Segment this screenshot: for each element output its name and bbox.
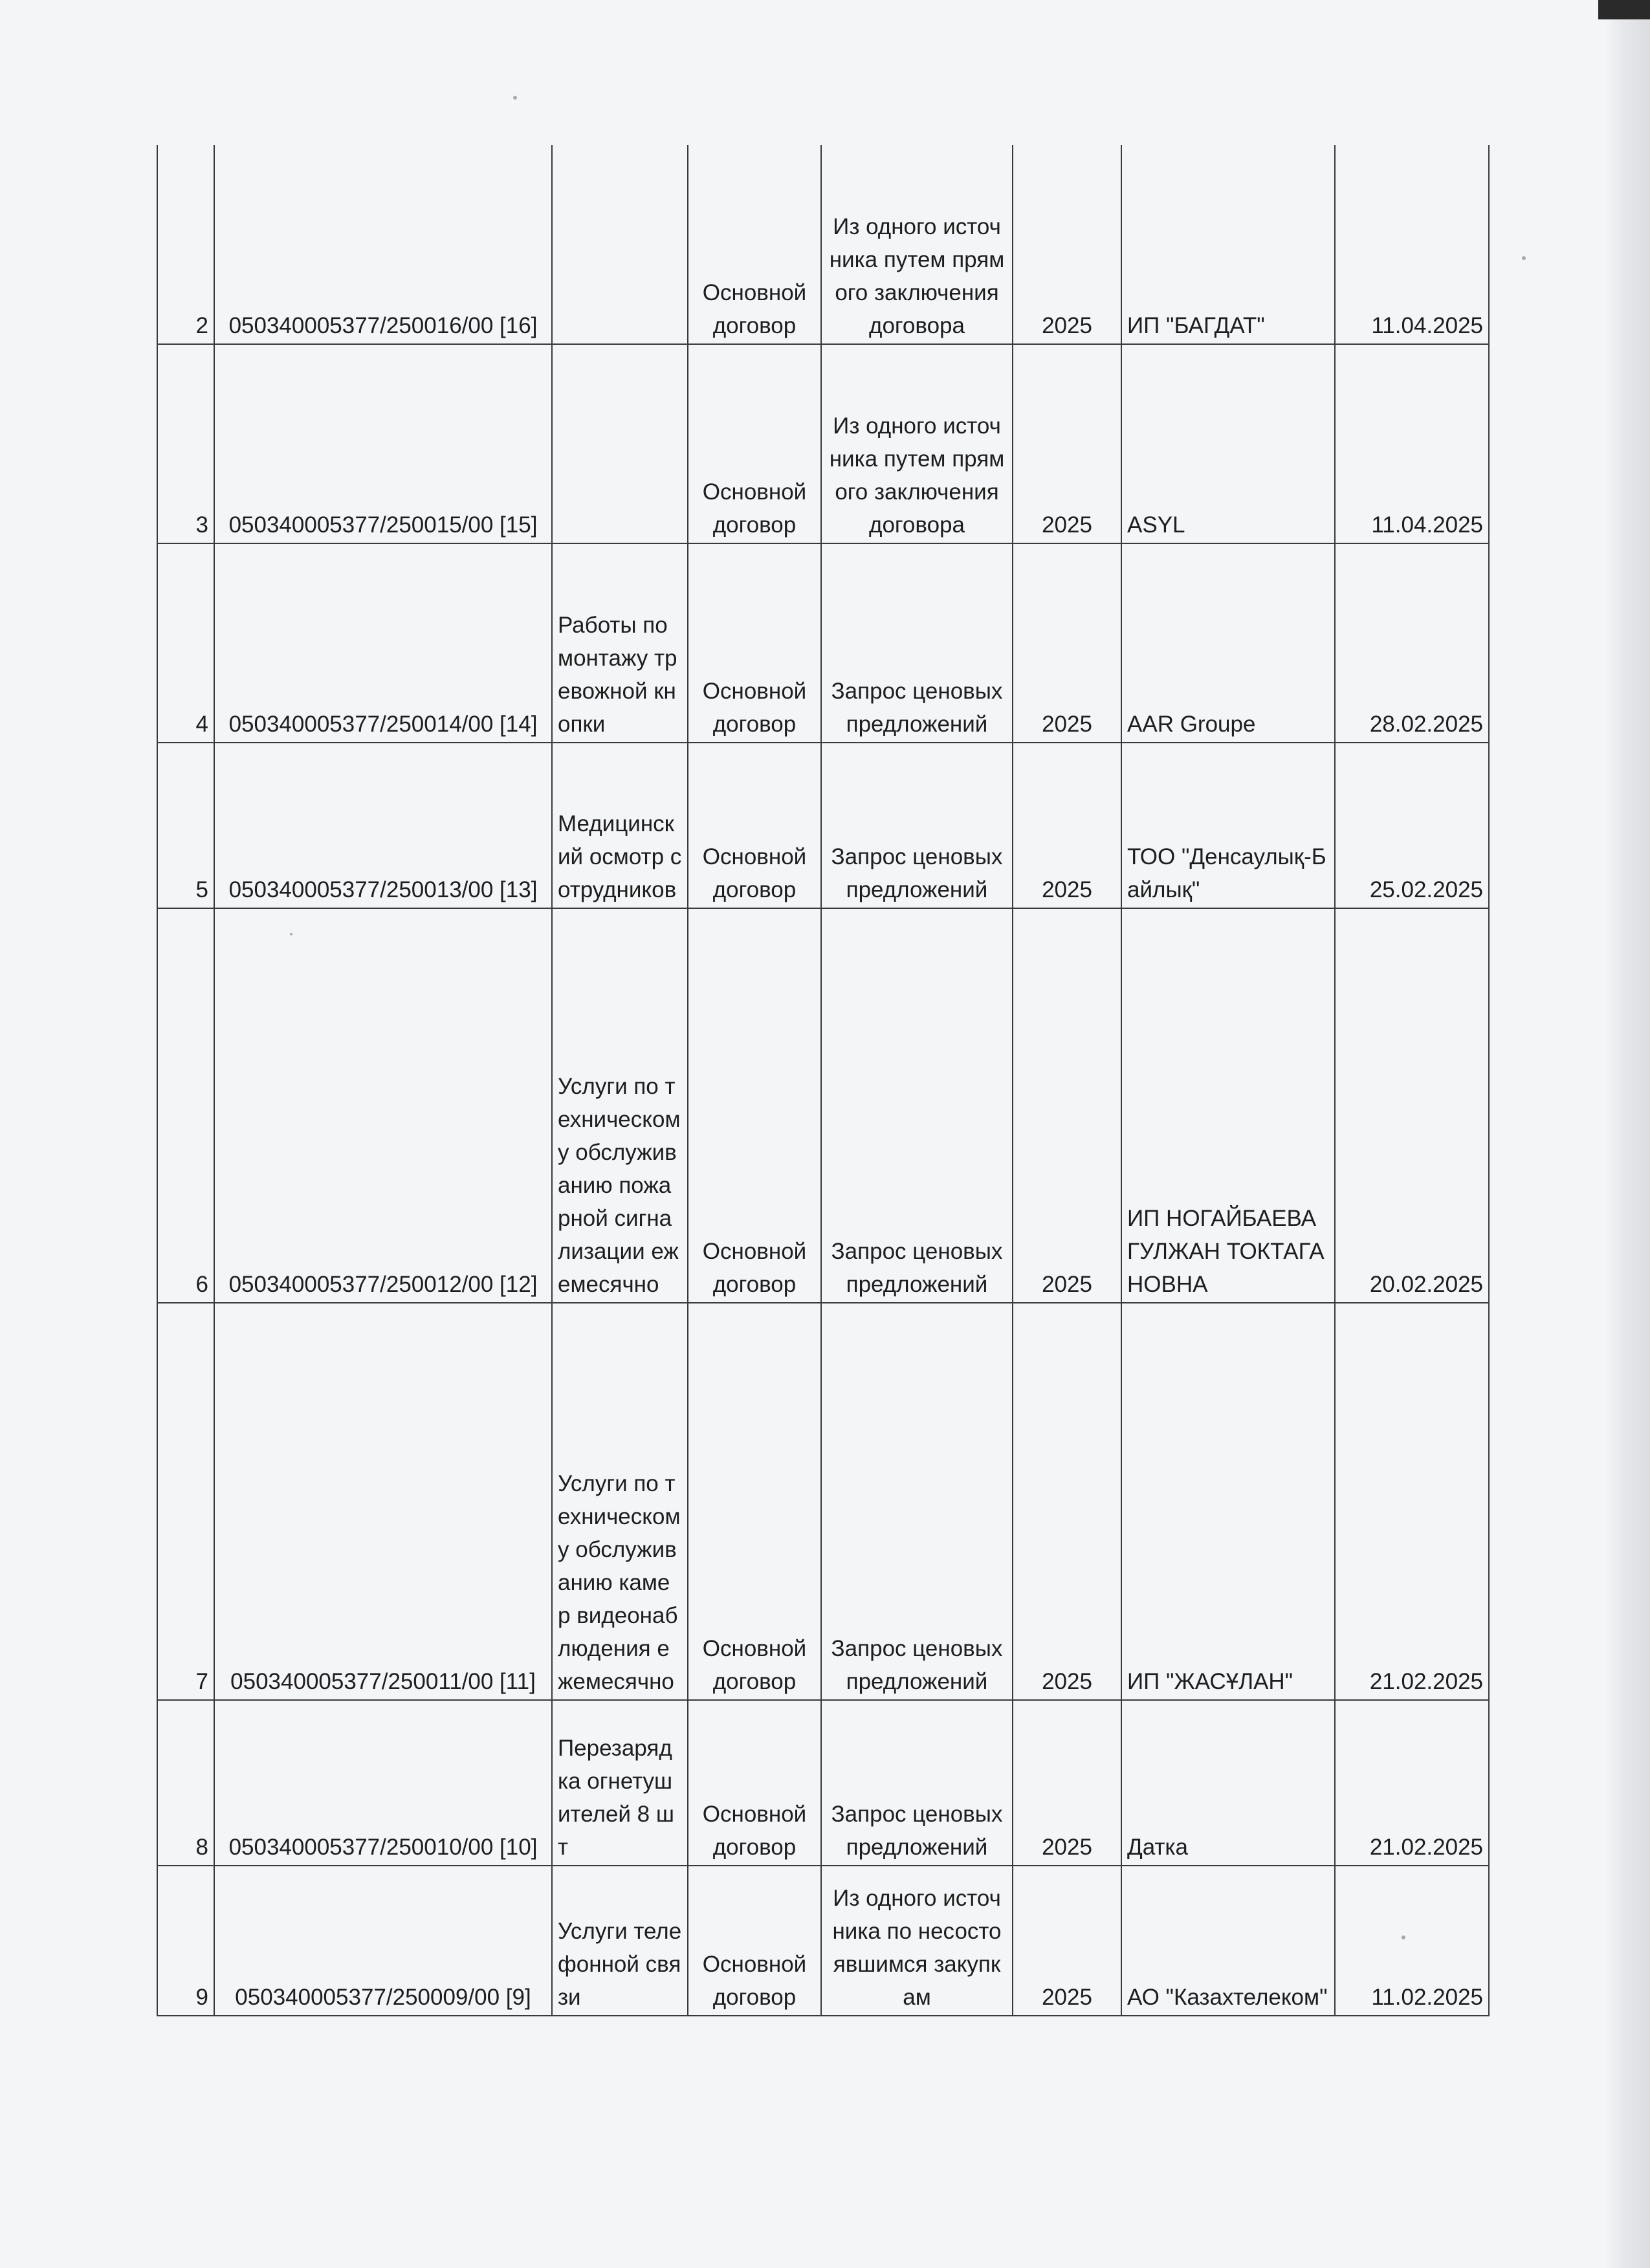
- procurement-subject: Услуги телефонной связи: [552, 1866, 688, 2016]
- scan-page-edge: [1605, 0, 1650, 2268]
- procurement-method: Запрос ценовых предложений: [821, 543, 1013, 743]
- financial-year: 2025: [1013, 145, 1121, 344]
- procurement-method: Запрос ценовых предложений: [821, 1700, 1013, 1866]
- row-number: 9: [157, 1866, 214, 2016]
- supplier-name: ИП "ЖАСҰЛАН": [1121, 1303, 1335, 1700]
- contract-date: 21.02.2025: [1335, 1303, 1489, 1700]
- supplier-name: АО "Казахтелеком": [1121, 1866, 1335, 2016]
- table-row: [157, 1700, 1489, 1866]
- contract-id: 050340005377/250013/00 [13]: [214, 743, 552, 908]
- procurement-subject: Медицинский осмотр сотрудников: [552, 743, 688, 908]
- procurement-subject: Работы по монтажу тревожной кнопки: [552, 543, 688, 743]
- table-row: [157, 1866, 1489, 2016]
- contract-type: Основной договор: [688, 743, 821, 908]
- contract-date: 11.04.2025: [1335, 344, 1489, 543]
- financial-year: 2025: [1013, 543, 1121, 743]
- contract-id: 050340005377/250012/00 [12]: [214, 908, 552, 1303]
- procurement-method: Из одного источника по несостоявшимся закупкам: [821, 1866, 1013, 2016]
- table-row: [157, 145, 1489, 344]
- procurement-subject: [552, 344, 688, 543]
- financial-year: 2025: [1013, 1700, 1121, 1866]
- contract-date: 11.02.2025: [1335, 1866, 1489, 2016]
- row-number: 6: [157, 908, 214, 1303]
- procurement-subject: [552, 145, 688, 344]
- row-number: 4: [157, 543, 214, 743]
- contract-type: Основной договор: [688, 1303, 821, 1700]
- procurement-subject: Перезарядка огнетушителей 8 шт: [552, 1700, 688, 1866]
- procurement-method: Из одного источника путем прямого заключения договора: [821, 145, 1013, 344]
- scan-speck: [513, 96, 517, 100]
- procurement-subject: Услуги по техническому обслуживанию пожарной сигнализации ежемесячно: [552, 908, 688, 1303]
- scan-speck: [1522, 256, 1526, 260]
- contract-date: 11.04.2025: [1335, 145, 1489, 344]
- row-number: 8: [157, 1700, 214, 1866]
- contract-id: 050340005377/250016/00 [16]: [214, 145, 552, 344]
- financial-year: 2025: [1013, 1866, 1121, 2016]
- contract-type: Основной договор: [688, 543, 821, 743]
- contract-type: Основной договор: [688, 1866, 821, 2016]
- table-row: [157, 908, 1489, 1303]
- procurement-method: Из одного источника путем прямого заключения договора: [821, 344, 1013, 543]
- financial-year: 2025: [1013, 344, 1121, 543]
- contract-date: 28.02.2025: [1335, 543, 1489, 743]
- row-number: 7: [157, 1303, 214, 1700]
- procurement-method: Запрос ценовых предложений: [821, 908, 1013, 1303]
- supplier-name: AAR Groupe: [1121, 543, 1335, 743]
- contract-date: 20.02.2025: [1335, 908, 1489, 1303]
- supplier-name: ИП НОГАЙБАЕВА ГУЛЖАН ТОКТАГАНОВНА: [1121, 908, 1335, 1303]
- financial-year: 2025: [1013, 1303, 1121, 1700]
- table-row: [157, 543, 1489, 743]
- supplier-name: ASYL: [1121, 344, 1335, 543]
- contract-id: 050340005377/250010/00 [10]: [214, 1700, 552, 1866]
- supplier-name: ИП "БАГДАТ": [1121, 145, 1335, 344]
- scan-corner-shadow: [1598, 0, 1650, 19]
- contract-type: Основной договор: [688, 1700, 821, 1866]
- procurement-method: Запрос ценовых предложений: [821, 1303, 1013, 1700]
- contract-type: Основной договор: [688, 145, 821, 344]
- contract-id: 050340005377/250009/00 [9]: [214, 1866, 552, 2016]
- table-row: [157, 1303, 1489, 1700]
- table-row: [157, 344, 1489, 543]
- contract-type: Основной договор: [688, 908, 821, 1303]
- procurement-method: Запрос ценовых предложений: [821, 743, 1013, 908]
- financial-year: 2025: [1013, 743, 1121, 908]
- contract-type: Основной договор: [688, 344, 821, 543]
- procurement-contracts-table: [157, 145, 1490, 2016]
- contract-id: 050340005377/250011/00 [11]: [214, 1303, 552, 1700]
- contract-id: 050340005377/250014/00 [14]: [214, 543, 552, 743]
- supplier-name: Датка: [1121, 1700, 1335, 1866]
- contract-id: 050340005377/250015/00 [15]: [214, 344, 552, 543]
- row-number: 3: [157, 344, 214, 543]
- procurement-subject: Услуги по техническому обслуживанию камер видеонаблюдения ежемесячно: [552, 1303, 688, 1700]
- financial-year: 2025: [1013, 908, 1121, 1303]
- row-number: 5: [157, 743, 214, 908]
- row-number: 2: [157, 145, 214, 344]
- supplier-name: ТОО "Денсаулық-Байлық": [1121, 743, 1335, 908]
- table-row: [157, 743, 1489, 908]
- contract-date: 21.02.2025: [1335, 1700, 1489, 1866]
- contract-date: 25.02.2025: [1335, 743, 1489, 908]
